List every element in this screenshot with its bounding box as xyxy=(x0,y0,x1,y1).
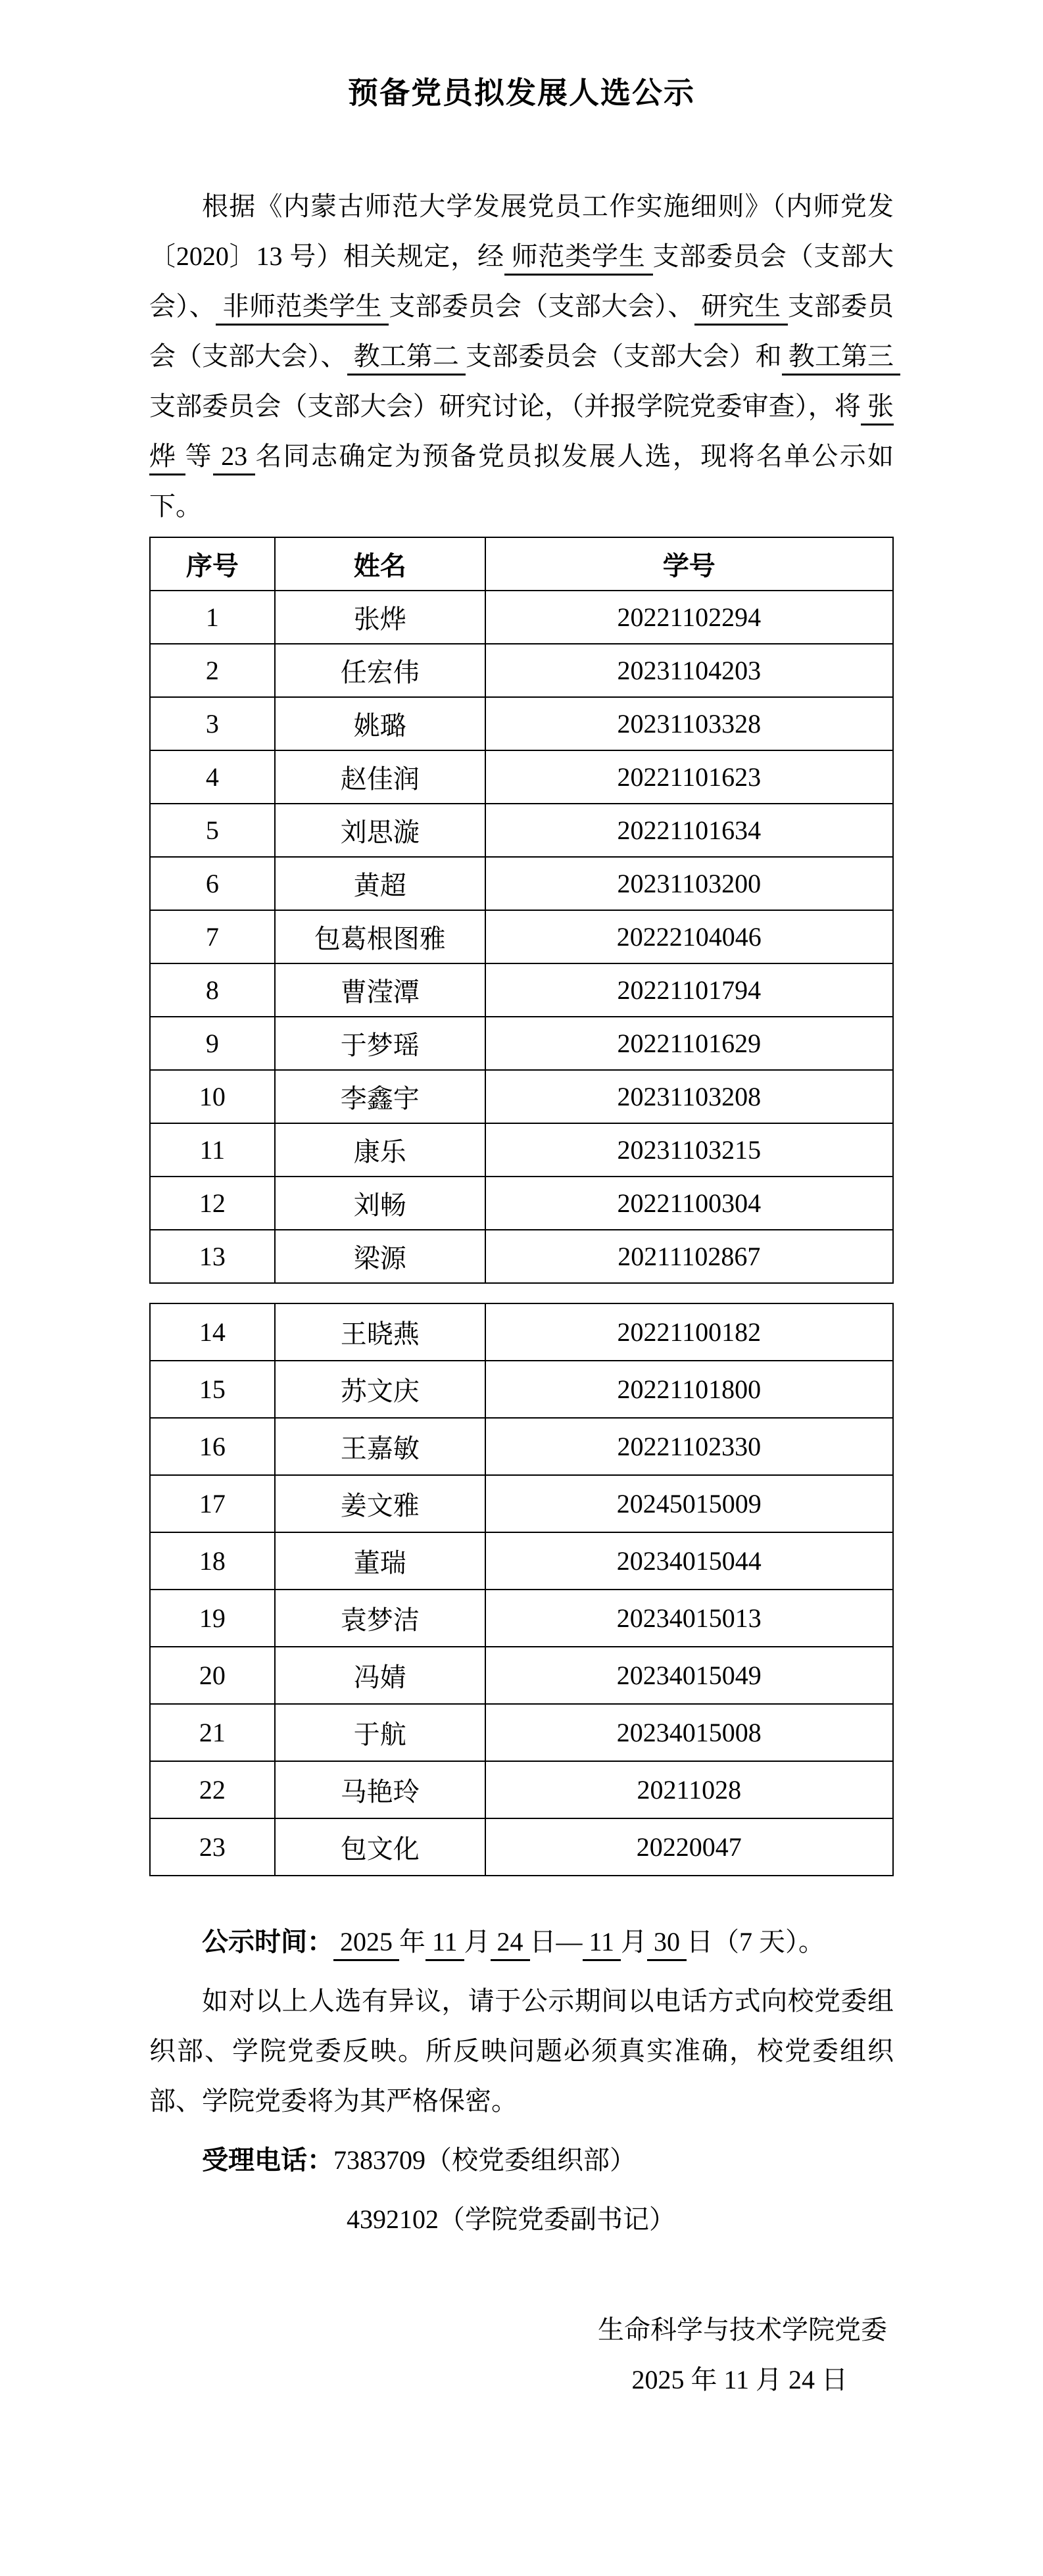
text-segment: 支部委员会（支部大会）、 xyxy=(389,291,694,321)
underlined-text: 2025 xyxy=(333,1927,399,1961)
text-segment: 等 xyxy=(185,441,213,471)
table-row xyxy=(150,1017,893,1070)
row-index-cell: 15 xyxy=(150,1361,275,1418)
header-cell-student-id: 学号 xyxy=(485,537,893,591)
table-row xyxy=(150,1761,893,1818)
name-cell: 任宏伟 xyxy=(275,644,485,697)
text-segment: 日（7 天）。 xyxy=(687,1926,825,1956)
row-index-cell: 12 xyxy=(150,1177,275,1230)
name-cell: 苏文庆 xyxy=(275,1361,485,1418)
row-index-cell: 6 xyxy=(150,857,275,910)
table-row xyxy=(150,1303,893,1361)
student-id-cell: 20245015009 xyxy=(485,1475,893,1532)
phone-line-2: 4392102（学院党委副书记） xyxy=(347,2204,675,2234)
table-row xyxy=(150,1647,893,1704)
name-cell: 马艳玲 xyxy=(275,1761,485,1818)
roster-header-row xyxy=(150,537,893,591)
name-cell: 黄超 xyxy=(275,857,485,910)
row-index-cell: 19 xyxy=(150,1590,275,1647)
student-id-cell: 20231103208 xyxy=(485,1070,893,1123)
student-id-cell: 20221100182 xyxy=(485,1303,893,1361)
student-id-cell: 20221102294 xyxy=(485,591,893,644)
student-id-cell: 20221101794 xyxy=(485,963,893,1017)
name-cell: 袁梦洁 xyxy=(275,1590,485,1647)
table-row xyxy=(150,910,893,963)
phone-number-1: 7383709（校党委组织部） xyxy=(333,2145,636,2175)
page-title: 预备党员拟发展人选公示 xyxy=(348,76,695,110)
name-cell: 于航 xyxy=(275,1704,485,1761)
row-index-cell: 14 xyxy=(150,1303,275,1361)
name-cell: 刘思漩 xyxy=(275,804,485,857)
table-row xyxy=(150,697,893,750)
table-row xyxy=(150,1361,893,1418)
student-id-cell: 20211102867 xyxy=(485,1230,893,1283)
row-index-cell: 2 xyxy=(150,644,275,697)
student-id-cell: 20231104203 xyxy=(485,644,893,697)
name-cell: 刘畅 xyxy=(275,1177,485,1230)
student-id-cell: 20234015044 xyxy=(485,1532,893,1590)
name-cell: 李鑫宇 xyxy=(275,1070,485,1123)
student-id-cell: 20221101623 xyxy=(485,750,893,804)
intro-paragraph xyxy=(149,182,901,531)
underlined-text: 11 xyxy=(425,1927,464,1961)
text-segment: 根据《内蒙古师范大学发展党员工作实施细则》（内师党发〔2020〕13 号）相关规定，经 xyxy=(149,191,894,271)
student-id-cell: 20221101629 xyxy=(485,1017,893,1070)
student-id-cell: 20222104046 xyxy=(485,910,893,963)
student-id-cell: 20234015049 xyxy=(485,1647,893,1704)
student-id-cell: 20221101634 xyxy=(485,804,893,857)
underlined-text: 研究生 xyxy=(694,291,788,326)
row-index-cell: 22 xyxy=(150,1761,275,1818)
table-row xyxy=(150,1818,893,1876)
text-segment: 支部委员会（支部大会）、 xyxy=(149,291,894,371)
student-id-cell: 20234015008 xyxy=(485,1704,893,1761)
row-index-cell: 9 xyxy=(150,1017,275,1070)
underlined-text: 教工第二 xyxy=(347,341,466,376)
row-index-cell: 10 xyxy=(150,1070,275,1123)
student-id-cell: 20234015013 xyxy=(485,1590,893,1647)
underlined-text: 24 xyxy=(491,1927,530,1961)
text-segment: 支部委员会（支部大会）研究讨论，（并报学院党委审查），将 xyxy=(149,391,861,421)
table-row xyxy=(150,1418,893,1475)
underlined-text: 师范类学生 xyxy=(504,241,653,276)
name-cell: 董瑞 xyxy=(275,1532,485,1590)
text-segment: 支部委员会（支部大会）、 xyxy=(149,241,894,321)
objection-paragraph: 如对以上人选有异议，请于公示期间以电话方式向校党委组织部、学院党委反映。所反映问题必须真实准确，校党委组织部、学院党委将为其严格保密。 xyxy=(149,1985,894,2116)
name-cell: 康乐 xyxy=(275,1123,485,1177)
name-cell: 梁源 xyxy=(275,1230,485,1283)
roster-table-part2 xyxy=(149,1303,894,1876)
name-cell: 包葛根图雅 xyxy=(275,910,485,963)
phone-label: 受理电话： xyxy=(202,2145,333,2175)
row-index-cell: 16 xyxy=(150,1418,275,1475)
name-cell: 赵佳润 xyxy=(275,750,485,804)
table-row xyxy=(150,1123,893,1177)
underlined-text: 30 xyxy=(647,1927,687,1961)
underlined-text: 23 xyxy=(213,441,256,475)
row-index-cell: 18 xyxy=(150,1532,275,1590)
table-row xyxy=(150,1704,893,1761)
table-row xyxy=(150,591,893,644)
text-segment: 公示时间： xyxy=(202,1926,333,1956)
student-id-cell: 20220047 xyxy=(485,1818,893,1876)
signature-block xyxy=(149,2305,894,2405)
row-index-cell: 1 xyxy=(150,591,275,644)
roster-table-part1 xyxy=(149,537,894,1284)
name-cell: 姚璐 xyxy=(275,697,485,750)
student-id-cell: 20221100304 xyxy=(485,1177,893,1230)
table-row xyxy=(150,1532,893,1590)
table-row xyxy=(150,963,893,1017)
signature-org: 生命科学与技术学院党委 xyxy=(598,2314,887,2345)
table-row xyxy=(150,644,893,697)
row-index-cell: 8 xyxy=(150,963,275,1017)
text-segment: 年 xyxy=(399,1926,425,1956)
text-segment: 月 xyxy=(621,1926,648,1956)
table-row xyxy=(150,1230,893,1283)
student-id-cell: 20221102330 xyxy=(485,1418,893,1475)
student-id-cell: 20231103215 xyxy=(485,1123,893,1177)
row-index-cell: 17 xyxy=(150,1475,275,1532)
student-id-cell: 20231103200 xyxy=(485,857,893,910)
student-id-cell: 20221101800 xyxy=(485,1361,893,1418)
row-index-cell: 3 xyxy=(150,697,275,750)
row-index-cell: 11 xyxy=(150,1123,275,1177)
text-segment: 日— xyxy=(529,1926,583,1956)
underlined-text: 教工第三 xyxy=(782,341,900,376)
name-cell: 曹滢潭 xyxy=(275,963,485,1017)
notice-time-line xyxy=(149,1917,894,1967)
header-cell-index: 序号 xyxy=(150,537,275,591)
table-row xyxy=(150,1177,893,1230)
text-segment: 名同志确定为预备党员拟发展人选，现将名单公示如下。 xyxy=(149,441,894,521)
name-cell: 王嘉敏 xyxy=(275,1418,485,1475)
student-id-cell: 20231103328 xyxy=(485,697,893,750)
phone-line-1 xyxy=(149,2135,894,2185)
name-cell: 王晓燕 xyxy=(275,1303,485,1361)
row-index-cell: 21 xyxy=(150,1704,275,1761)
row-index-cell: 4 xyxy=(150,750,275,804)
text-segment: 支部委员会（支部大会）和 xyxy=(465,341,782,371)
name-cell: 包文化 xyxy=(275,1818,485,1876)
row-index-cell: 7 xyxy=(150,910,275,963)
row-index-cell: 20 xyxy=(150,1647,275,1704)
row-index-cell: 23 xyxy=(150,1818,275,1876)
row-index-cell: 5 xyxy=(150,804,275,857)
signature-date: 2025 年 11 月 24 日 xyxy=(631,2364,848,2394)
text-segment: 月 xyxy=(464,1926,491,1956)
name-cell: 姜文雅 xyxy=(275,1475,485,1532)
table-row xyxy=(150,750,893,804)
underlined-text: 11 xyxy=(583,1927,621,1961)
header-cell-name: 姓名 xyxy=(275,537,485,591)
name-cell: 张烨 xyxy=(275,591,485,644)
table-row xyxy=(150,1590,893,1647)
name-cell: 冯婧 xyxy=(275,1647,485,1704)
table-row xyxy=(150,1475,893,1532)
underlined-text: 张烨 xyxy=(149,391,894,475)
table-row xyxy=(150,857,893,910)
underlined-text: 非师范类学生 xyxy=(216,291,389,326)
table-row xyxy=(150,1070,893,1123)
row-index-cell: 13 xyxy=(150,1230,275,1283)
name-cell: 于梦瑶 xyxy=(275,1017,485,1070)
student-id-cell: 20211028 xyxy=(485,1761,893,1818)
table-row xyxy=(150,804,893,857)
